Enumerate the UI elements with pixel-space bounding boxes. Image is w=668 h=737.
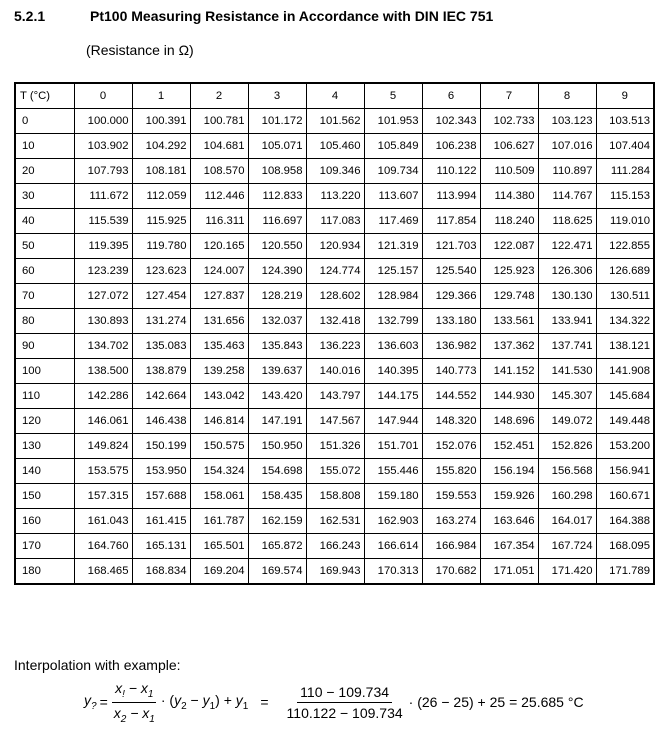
column-header-9: 9 xyxy=(596,83,654,109)
resistance-cell: 147.567 xyxy=(306,409,364,434)
resistance-cell: 116.697 xyxy=(248,209,306,234)
resistance-cell: 127.072 xyxy=(74,284,132,309)
resistance-cell: 129.748 xyxy=(480,284,538,309)
resistance-cell: 151.701 xyxy=(364,434,422,459)
column-header-8: 8 xyxy=(538,83,596,109)
resistance-cell: 156.941 xyxy=(596,459,654,484)
resistance-cell: 158.808 xyxy=(306,484,364,509)
table-row xyxy=(15,134,654,159)
resistance-cell: 164.017 xyxy=(538,509,596,534)
resistance-cell: 148.320 xyxy=(422,409,480,434)
resistance-cell: 143.797 xyxy=(306,384,364,409)
resistance-cell: 148.696 xyxy=(480,409,538,434)
resistance-cell: 110.509 xyxy=(480,159,538,184)
section-number: 5.2.1 xyxy=(14,8,46,24)
resistance-cell: 116.311 xyxy=(190,209,248,234)
column-header-0: 0 xyxy=(74,83,132,109)
resistance-cell: 115.925 xyxy=(132,209,190,234)
resistance-cell: 115.539 xyxy=(74,209,132,234)
resistance-cell: 123.623 xyxy=(132,259,190,284)
formula-lhs xyxy=(84,692,97,712)
resistance-cell: 139.637 xyxy=(248,359,306,384)
row-temperature-cell: 70 xyxy=(15,284,74,309)
formula-fraction-2-numerator: 110 − 109.734 xyxy=(297,684,392,703)
formula-fraction-1-denominator: $x_2 - x_1$ xyxy=(113,704,155,725)
row-temperature-cell: 120 xyxy=(15,409,74,434)
resistance-cell: 134.702 xyxy=(74,334,132,359)
table-row xyxy=(15,384,654,409)
interpolation-label: Interpolation with example: xyxy=(14,657,181,673)
row-temperature-cell: 90 xyxy=(15,334,74,359)
resistance-cell: 106.238 xyxy=(422,134,480,159)
resistance-cell: 165.872 xyxy=(248,534,306,559)
formula-fraction-2 xyxy=(284,684,406,721)
resistance-cell: 105.460 xyxy=(306,134,364,159)
resistance-cell: 108.570 xyxy=(190,159,248,184)
formula-fraction-1-numerator: $x_! - x_1$ xyxy=(112,680,156,703)
resistance-cell: 168.465 xyxy=(74,559,132,585)
resistance-cell: 101.953 xyxy=(364,109,422,134)
resistance-cell: 149.824 xyxy=(74,434,132,459)
table-row xyxy=(15,284,654,309)
resistance-cell: 167.724 xyxy=(538,534,596,559)
resistance-cell: 123.239 xyxy=(74,259,132,284)
resistance-cell: 167.354 xyxy=(480,534,538,559)
resistance-cell: 111.284 xyxy=(596,159,654,184)
column-header-2: 2 xyxy=(190,83,248,109)
resistance-cell: 114.380 xyxy=(480,184,538,209)
resistance-cell: 149.448 xyxy=(596,409,654,434)
resistance-cell: 102.343 xyxy=(422,109,480,134)
table-subtitle: (Resistance in Ω) xyxy=(86,42,194,58)
resistance-cell: 104.292 xyxy=(132,134,190,159)
resistance-cell: 170.682 xyxy=(422,559,480,585)
resistance-cell: 120.165 xyxy=(190,234,248,259)
resistance-cell: 141.908 xyxy=(596,359,654,384)
table-row xyxy=(15,334,654,359)
table-row xyxy=(15,409,654,434)
resistance-cell: 136.603 xyxy=(364,334,422,359)
resistance-cell: 132.799 xyxy=(364,309,422,334)
row-temperature-cell: 10 xyxy=(15,134,74,159)
resistance-cell: 150.575 xyxy=(190,434,248,459)
resistance-cell: 162.159 xyxy=(248,509,306,534)
resistance-cell: 112.833 xyxy=(248,184,306,209)
resistance-cell: 125.157 xyxy=(364,259,422,284)
resistance-cell: 112.059 xyxy=(132,184,190,209)
row-temperature-cell: 80 xyxy=(15,309,74,334)
resistance-cell: 146.438 xyxy=(132,409,190,434)
table-row xyxy=(15,109,654,134)
resistance-cell: 150.950 xyxy=(248,434,306,459)
resistance-cell: 125.923 xyxy=(480,259,538,284)
resistance-cell: 122.087 xyxy=(480,234,538,259)
resistance-cell: 155.446 xyxy=(364,459,422,484)
row-temperature-cell: 0 xyxy=(15,109,74,134)
resistance-cell: 102.733 xyxy=(480,109,538,134)
resistance-cell: 170.313 xyxy=(364,559,422,585)
resistance-cell: 126.689 xyxy=(596,259,654,284)
resistance-cell: 153.950 xyxy=(132,459,190,484)
resistance-cell: 163.274 xyxy=(422,509,480,534)
resistance-cell: 162.903 xyxy=(364,509,422,534)
section-title: Pt100 Measuring Resistance in Accordance with DIN IEC 751 xyxy=(90,8,494,24)
resistance-cell: 109.346 xyxy=(306,159,364,184)
resistance-cell: 133.561 xyxy=(480,309,538,334)
resistance-cell: 135.843 xyxy=(248,334,306,359)
resistance-cell: 169.204 xyxy=(190,559,248,585)
resistance-cell: 157.315 xyxy=(74,484,132,509)
resistance-cell: 150.199 xyxy=(132,434,190,459)
column-header-temperature: T (°C) xyxy=(15,83,74,109)
resistance-cell: 135.463 xyxy=(190,334,248,359)
resistance-cell: 149.072 xyxy=(538,409,596,434)
table-row xyxy=(15,159,654,184)
resistance-cell: 119.780 xyxy=(132,234,190,259)
resistance-cell: 110.897 xyxy=(538,159,596,184)
resistance-cell: 103.513 xyxy=(596,109,654,134)
resistance-cell: 171.051 xyxy=(480,559,538,585)
resistance-cell: 138.879 xyxy=(132,359,190,384)
formula-tail: · (26 − 25) + 25 = 25.685 °C xyxy=(408,694,584,710)
resistance-cell: 146.814 xyxy=(190,409,248,434)
resistance-cell: 124.007 xyxy=(190,259,248,284)
resistance-cell: 137.362 xyxy=(480,334,538,359)
resistance-cell: 107.016 xyxy=(538,134,596,159)
resistance-cell: 171.420 xyxy=(538,559,596,585)
resistance-cell: 124.774 xyxy=(306,259,364,284)
resistance-cell: 141.530 xyxy=(538,359,596,384)
resistance-cell: 133.941 xyxy=(538,309,596,334)
resistance-cell: 145.684 xyxy=(596,384,654,409)
resistance-cell: 132.418 xyxy=(306,309,364,334)
formula-eq2: = xyxy=(260,694,269,710)
resistance-cell: 109.734 xyxy=(364,159,422,184)
resistance-cell: 124.390 xyxy=(248,259,306,284)
row-temperature-cell: 180 xyxy=(15,559,74,585)
row-temperature-cell: 140 xyxy=(15,459,74,484)
resistance-cell: 125.540 xyxy=(422,259,480,284)
resistance-cell: 140.016 xyxy=(306,359,364,384)
resistance-cell: 168.834 xyxy=(132,559,190,585)
resistance-cell: 165.501 xyxy=(190,534,248,559)
row-temperature-cell: 100 xyxy=(15,359,74,384)
resistance-cell: 145.307 xyxy=(538,384,596,409)
formula-middle: · $(y_2 - y_1) + y_1$ xyxy=(160,692,249,712)
resistance-cell: 117.854 xyxy=(422,209,480,234)
row-temperature-cell: 20 xyxy=(15,159,74,184)
table-row xyxy=(15,309,654,334)
row-temperature-cell: 40 xyxy=(15,209,74,234)
resistance-cell: 156.568 xyxy=(538,459,596,484)
resistance-cell: 165.131 xyxy=(132,534,190,559)
resistance-cell: 155.072 xyxy=(306,459,364,484)
resistance-cell: 106.627 xyxy=(480,134,538,159)
resistance-cell: 113.220 xyxy=(306,184,364,209)
resistance-cell: 159.553 xyxy=(422,484,480,509)
resistance-cell: 146.061 xyxy=(74,409,132,434)
resistance-cell: 121.703 xyxy=(422,234,480,259)
column-header-6: 6 xyxy=(422,83,480,109)
resistance-table xyxy=(14,82,655,585)
resistance-cell: 115.153 xyxy=(596,184,654,209)
resistance-cell: 110.122 xyxy=(422,159,480,184)
resistance-cell: 104.681 xyxy=(190,134,248,159)
resistance-cell: 161.415 xyxy=(132,509,190,534)
resistance-cell: 100.000 xyxy=(74,109,132,134)
resistance-cell: 164.388 xyxy=(596,509,654,534)
resistance-cell: 105.071 xyxy=(248,134,306,159)
resistance-cell: 151.326 xyxy=(306,434,364,459)
resistance-cell: 130.893 xyxy=(74,309,132,334)
resistance-cell: 118.240 xyxy=(480,209,538,234)
resistance-cell: 152.826 xyxy=(538,434,596,459)
row-temperature-cell: 150 xyxy=(15,484,74,509)
resistance-cell: 154.324 xyxy=(190,459,248,484)
resistance-cell: 156.194 xyxy=(480,459,538,484)
resistance-cell: 101.172 xyxy=(248,109,306,134)
resistance-cell: 108.958 xyxy=(248,159,306,184)
resistance-cell: 138.500 xyxy=(74,359,132,384)
interpolation-formula xyxy=(84,678,584,726)
table-row xyxy=(15,184,654,209)
table-row xyxy=(15,484,654,509)
resistance-cell: 144.175 xyxy=(364,384,422,409)
resistance-cell: 127.454 xyxy=(132,284,190,309)
table-row xyxy=(15,259,654,284)
resistance-cell: 137.741 xyxy=(538,334,596,359)
resistance-cell: 154.698 xyxy=(248,459,306,484)
resistance-cell: 159.926 xyxy=(480,484,538,509)
resistance-cell: 105.849 xyxy=(364,134,422,159)
resistance-cell: 158.435 xyxy=(248,484,306,509)
resistance-cell: 142.664 xyxy=(132,384,190,409)
row-temperature-cell: 130 xyxy=(15,434,74,459)
resistance-cell: 103.123 xyxy=(538,109,596,134)
resistance-cell: 121.319 xyxy=(364,234,422,259)
resistance-cell: 103.902 xyxy=(74,134,132,159)
resistance-cell: 127.837 xyxy=(190,284,248,309)
resistance-cell: 136.223 xyxy=(306,334,364,359)
resistance-cell: 152.076 xyxy=(422,434,480,459)
formula-fraction-1 xyxy=(111,680,158,725)
resistance-cell: 139.258 xyxy=(190,359,248,384)
resistance-cell: 129.366 xyxy=(422,284,480,309)
resistance-cell: 143.420 xyxy=(248,384,306,409)
resistance-cell: 128.602 xyxy=(306,284,364,309)
column-header-3: 3 xyxy=(248,83,306,109)
column-header-7: 7 xyxy=(480,83,538,109)
resistance-cell: 119.395 xyxy=(74,234,132,259)
resistance-cell: 135.083 xyxy=(132,334,190,359)
row-temperature-cell: 60 xyxy=(15,259,74,284)
resistance-cell: 122.471 xyxy=(538,234,596,259)
table-body xyxy=(15,109,654,585)
resistance-cell: 132.037 xyxy=(248,309,306,334)
resistance-cell: 136.982 xyxy=(422,334,480,359)
table-row xyxy=(15,359,654,384)
resistance-cell: 162.531 xyxy=(306,509,364,534)
resistance-cell: 161.787 xyxy=(190,509,248,534)
resistance-cell: 166.243 xyxy=(306,534,364,559)
resistance-cell: 130.511 xyxy=(596,284,654,309)
resistance-cell: 120.550 xyxy=(248,234,306,259)
resistance-cell: 161.043 xyxy=(74,509,132,534)
resistance-cell: 143.042 xyxy=(190,384,248,409)
resistance-cell: 117.083 xyxy=(306,209,364,234)
row-temperature-cell: 30 xyxy=(15,184,74,209)
resistance-cell: 142.286 xyxy=(74,384,132,409)
resistance-cell: 114.767 xyxy=(538,184,596,209)
resistance-cell: 128.984 xyxy=(364,284,422,309)
resistance-cell: 122.855 xyxy=(596,234,654,259)
resistance-cell: 130.130 xyxy=(538,284,596,309)
resistance-cell: 158.061 xyxy=(190,484,248,509)
column-header-1: 1 xyxy=(132,83,190,109)
resistance-cell: 152.451 xyxy=(480,434,538,459)
table-row xyxy=(15,534,654,559)
resistance-cell: 140.773 xyxy=(422,359,480,384)
resistance-cell: 133.180 xyxy=(422,309,480,334)
resistance-cell: 155.820 xyxy=(422,459,480,484)
resistance-cell: 113.994 xyxy=(422,184,480,209)
resistance-cell: 120.934 xyxy=(306,234,364,259)
resistance-cell: 108.181 xyxy=(132,159,190,184)
resistance-cell: 144.930 xyxy=(480,384,538,409)
resistance-cell: 160.298 xyxy=(538,484,596,509)
resistance-cell: 157.688 xyxy=(132,484,190,509)
row-temperature-cell: 50 xyxy=(15,234,74,259)
resistance-cell: 119.010 xyxy=(596,209,654,234)
resistance-cell: 171.789 xyxy=(596,559,654,585)
formula-lhs-text: $y_?$ xyxy=(84,692,97,712)
resistance-cell: 100.781 xyxy=(190,109,248,134)
resistance-cell: 140.395 xyxy=(364,359,422,384)
table-row xyxy=(15,209,654,234)
resistance-cell: 100.391 xyxy=(132,109,190,134)
resistance-cell: 128.219 xyxy=(248,284,306,309)
resistance-cell: 159.180 xyxy=(364,484,422,509)
resistance-cell: 113.607 xyxy=(364,184,422,209)
row-temperature-cell: 160 xyxy=(15,509,74,534)
resistance-cell: 126.306 xyxy=(538,259,596,284)
table-row xyxy=(15,559,654,585)
resistance-cell: 118.625 xyxy=(538,209,596,234)
resistance-cell: 164.760 xyxy=(74,534,132,559)
resistance-cell: 147.944 xyxy=(364,409,422,434)
table-row xyxy=(15,509,654,534)
resistance-cell: 107.404 xyxy=(596,134,654,159)
resistance-cell: 169.574 xyxy=(248,559,306,585)
column-header-5: 5 xyxy=(364,83,422,109)
resistance-cell: 166.984 xyxy=(422,534,480,559)
resistance-cell: 107.793 xyxy=(74,159,132,184)
table-row xyxy=(15,434,654,459)
resistance-cell: 134.322 xyxy=(596,309,654,334)
table-row xyxy=(15,234,654,259)
formula-fraction-2-denominator: 110.122 − 109.734 xyxy=(286,704,403,721)
row-temperature-cell: 170 xyxy=(15,534,74,559)
resistance-cell: 166.614 xyxy=(364,534,422,559)
resistance-cell: 160.671 xyxy=(596,484,654,509)
resistance-cell: 131.274 xyxy=(132,309,190,334)
resistance-cell: 163.646 xyxy=(480,509,538,534)
resistance-cell: 153.575 xyxy=(74,459,132,484)
row-temperature-cell: 110 xyxy=(15,384,74,409)
resistance-cell: 101.562 xyxy=(306,109,364,134)
resistance-cell: 141.152 xyxy=(480,359,538,384)
resistance-cell: 168.095 xyxy=(596,534,654,559)
column-header-4: 4 xyxy=(306,83,364,109)
formula-eq1: = xyxy=(99,694,108,710)
resistance-cell: 111.672 xyxy=(74,184,132,209)
table-header-row xyxy=(15,83,654,109)
resistance-cell: 112.446 xyxy=(190,184,248,209)
table-row xyxy=(15,459,654,484)
resistance-cell: 131.656 xyxy=(190,309,248,334)
resistance-cell: 117.469 xyxy=(364,209,422,234)
resistance-cell: 153.200 xyxy=(596,434,654,459)
resistance-cell: 138.121 xyxy=(596,334,654,359)
resistance-cell: 144.552 xyxy=(422,384,480,409)
resistance-cell: 169.943 xyxy=(306,559,364,585)
resistance-cell: 147.191 xyxy=(248,409,306,434)
